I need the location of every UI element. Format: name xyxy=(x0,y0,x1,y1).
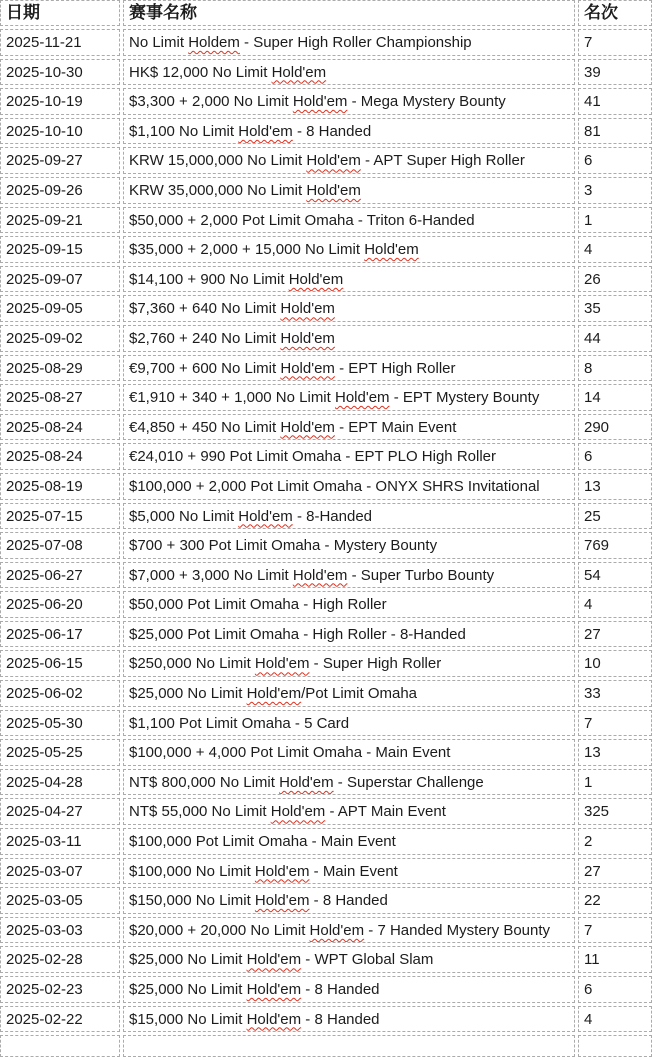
date-cell: 2025-09-05 xyxy=(0,295,120,322)
event-cell xyxy=(123,858,575,885)
date-cell: 2025-04-27 xyxy=(0,798,120,825)
rank-cell: 6 xyxy=(578,976,652,1003)
event-text: $20,000 + 20,000 No Limit xyxy=(129,921,310,939)
date-cell: 2025-07-08 xyxy=(0,532,120,559)
table-row xyxy=(0,443,652,470)
table-row xyxy=(0,798,652,825)
event-cell xyxy=(123,355,575,382)
rank-cell: 2 xyxy=(578,828,652,855)
event-text: $1,100 No Limit xyxy=(129,122,239,140)
date-cell: 2025-03-05 xyxy=(0,887,120,914)
event-text: $100,000 Pot Limit Omaha - Main Event xyxy=(129,833,396,851)
event-text: - Super High Roller xyxy=(309,655,442,673)
date-cell: 2025-10-10 xyxy=(0,118,120,145)
event-cell xyxy=(123,739,575,766)
date-cell: 2025-09-27 xyxy=(0,147,120,174)
table-row xyxy=(0,946,652,973)
date-cell: 2025-08-27 xyxy=(0,384,120,411)
date-cell: 2025-06-15 xyxy=(0,650,120,677)
date-cell: 2025-10-30 xyxy=(0,59,120,86)
event-cell xyxy=(123,887,575,914)
misspelled-word: Hold'em xyxy=(292,566,348,584)
event-text: $100,000 + 4,000 Pot Limit Omaha - Main Event xyxy=(129,744,451,762)
misspelled-word: Hold'em xyxy=(309,921,365,939)
table-row xyxy=(0,325,652,352)
rank-cell: 10 xyxy=(578,650,652,677)
event-text: $100,000 + 2,000 Pot Limit Omaha - ONYX SHRS Invitational xyxy=(129,477,540,495)
rank-cell: 4 xyxy=(578,236,652,263)
date-cell: 2025-06-20 xyxy=(0,591,120,618)
event-text: - APT Main Event xyxy=(325,803,446,821)
event-cell xyxy=(123,473,575,500)
table-row xyxy=(0,207,652,234)
event-text: - Super Turbo Bounty xyxy=(347,566,495,584)
event-cell xyxy=(123,591,575,618)
table-row xyxy=(0,118,652,145)
date-cell: 2025-09-02 xyxy=(0,325,120,352)
rank-cell: 13 xyxy=(578,473,652,500)
misspelled-word: Hold'em xyxy=(306,152,361,170)
table-row xyxy=(0,88,652,115)
rank-cell: 33 xyxy=(578,680,652,707)
column-header-rank: 名次 xyxy=(578,0,652,26)
table-row xyxy=(0,384,652,411)
event-cell xyxy=(123,976,575,1003)
misspelled-word: Holdem xyxy=(188,34,240,51)
rank-cell: 769 xyxy=(578,532,652,559)
event-text: €9,700 + 600 No Limit xyxy=(129,359,281,377)
date-cell: 2025-09-26 xyxy=(0,177,120,204)
event-cell xyxy=(123,29,575,56)
event-text: NT$ 55,000 No Limit xyxy=(129,803,271,821)
event-text: - 8 Handed xyxy=(309,892,388,910)
event-cell xyxy=(123,59,575,86)
date-cell: 2025-05-25 xyxy=(0,739,120,766)
partial-row xyxy=(0,1035,652,1057)
event-text: NT$ 800,000 No Limit xyxy=(129,773,280,791)
misspelled-word: Hold'em xyxy=(271,63,327,81)
date-cell: 2025-02-23 xyxy=(0,976,120,1003)
event-cell xyxy=(123,118,575,145)
rank-cell: 41 xyxy=(578,88,652,115)
rank-cell: 8 xyxy=(578,355,652,382)
partial-cell xyxy=(0,1035,120,1057)
date-cell: 2025-03-11 xyxy=(0,828,120,855)
table-row xyxy=(0,355,652,382)
rank-cell: 39 xyxy=(578,59,652,86)
event-text: $2,760 + 240 No Limit xyxy=(129,329,281,347)
date-cell: 2025-08-24 xyxy=(0,414,120,441)
date-cell: 2025-02-22 xyxy=(0,1006,120,1033)
event-cell xyxy=(123,295,575,322)
date-cell: 2025-08-24 xyxy=(0,443,120,470)
date-cell: 2025-06-27 xyxy=(0,562,120,589)
event-text: $50,000 Pot Limit Omaha - High Roller xyxy=(129,596,387,614)
event-cell xyxy=(123,680,575,707)
event-text: - Super High Roller Championship xyxy=(239,34,472,51)
event-cell xyxy=(123,769,575,796)
misspelled-word: Hold'em xyxy=(254,892,310,910)
event-text: $14,100 + 900 No Limit xyxy=(129,270,289,288)
event-cell xyxy=(123,621,575,648)
misspelled-word: Hold'em xyxy=(334,389,390,407)
event-text: /Pot Limit Omaha xyxy=(301,685,418,703)
misspelled-word: Hold'em xyxy=(288,270,344,288)
event-text: $150,000 No Limit xyxy=(129,892,255,910)
rank-cell: 1 xyxy=(578,769,652,796)
misspelled-word: Hold'em xyxy=(238,122,293,140)
rank-cell: 35 xyxy=(578,295,652,322)
event-text: $25,000 No Limit xyxy=(129,951,247,969)
event-text: - 8 Handed xyxy=(292,122,372,140)
misspelled-word: Hold'em xyxy=(246,1010,302,1028)
event-cell xyxy=(123,443,575,470)
table-row xyxy=(0,503,652,530)
rank-cell: 4 xyxy=(578,1006,652,1033)
event-cell xyxy=(123,503,575,530)
table-row xyxy=(0,1006,652,1033)
table-row xyxy=(0,917,652,944)
rank-cell: 325 xyxy=(578,798,652,825)
date-cell: 2025-04-28 xyxy=(0,769,120,796)
date-cell: 2025-06-02 xyxy=(0,680,120,707)
rank-cell: 4 xyxy=(578,591,652,618)
event-text: - 8 Handed xyxy=(301,981,380,998)
misspelled-word: Hold'em xyxy=(246,981,302,998)
event-text: - EPT Mystery Bounty xyxy=(389,389,540,407)
misspelled-word: Hold'em xyxy=(238,507,293,525)
rank-cell: 14 xyxy=(578,384,652,411)
event-text: $50,000 + 2,000 Pot Limit Omaha - Triton 6-Handed xyxy=(129,211,475,229)
event-text: - APT Super High Roller xyxy=(360,152,525,170)
misspelled-word: Hold'em xyxy=(280,300,335,318)
table-row xyxy=(0,177,652,204)
rank-cell: 6 xyxy=(578,443,652,470)
event-cell xyxy=(123,266,575,293)
event-text: $25,000 No Limit xyxy=(129,981,247,998)
event-text: - 8 Handed xyxy=(301,1010,380,1028)
misspelled-word: Hold'em xyxy=(254,655,310,673)
date-cell: 2025-03-03 xyxy=(0,917,120,944)
table-row xyxy=(0,59,652,86)
event-cell xyxy=(123,562,575,589)
rank-cell: 44 xyxy=(578,325,652,352)
date-cell: 2025-09-21 xyxy=(0,207,120,234)
event-cell xyxy=(123,532,575,559)
rank-cell: 13 xyxy=(578,739,652,766)
table-row xyxy=(0,650,652,677)
misspelled-word: Hold'em xyxy=(246,685,302,703)
date-cell: 2025-10-19 xyxy=(0,88,120,115)
rank-cell: 26 xyxy=(578,266,652,293)
event-text: - Main Event xyxy=(309,862,398,880)
event-text: $250,000 No Limit xyxy=(129,655,255,673)
event-cell xyxy=(123,1006,575,1033)
event-text: $700 + 300 Pot Limit Omaha - Mystery Bounty xyxy=(129,537,438,555)
rank-cell: 7 xyxy=(578,710,652,737)
rank-cell: 7 xyxy=(578,917,652,944)
table-row xyxy=(0,769,652,796)
event-text: $25,000 No Limit xyxy=(129,685,247,703)
event-text: - 8-Handed xyxy=(292,507,373,525)
date-cell: 2025-09-15 xyxy=(0,236,120,263)
misspelled-word: Hold'em xyxy=(279,773,334,791)
table-row xyxy=(0,739,652,766)
event-cell xyxy=(123,177,575,204)
event-cell xyxy=(123,828,575,855)
date-cell: 2025-08-29 xyxy=(0,355,120,382)
event-text: $7,360 + 640 No Limit xyxy=(129,300,281,318)
event-text: No Limit xyxy=(129,34,189,51)
event-text: - Superstar Challenge xyxy=(333,773,484,791)
event-text: $25,000 Pot Limit Omaha - High Roller - 8-Handed xyxy=(129,625,466,643)
date-cell: 2025-06-17 xyxy=(0,621,120,648)
rank-cell: 1 xyxy=(578,207,652,234)
event-text: €24,010 + 990 Pot Limit Omaha - EPT PLO High Roller xyxy=(129,448,496,466)
event-cell xyxy=(123,414,575,441)
event-text: $7,000 + 3,000 No Limit xyxy=(129,566,293,584)
table-row xyxy=(0,236,652,263)
table-row xyxy=(0,29,652,56)
event-cell xyxy=(123,207,575,234)
rank-cell: 27 xyxy=(578,858,652,885)
table-row xyxy=(0,414,652,441)
table-row xyxy=(0,680,652,707)
event-text: - EPT High Roller xyxy=(334,359,456,377)
partial-cell xyxy=(123,1035,575,1057)
event-cell xyxy=(123,384,575,411)
event-text: - 7 Handed Mystery Bounty xyxy=(364,921,551,939)
rank-cell: 25 xyxy=(578,503,652,530)
event-text: KRW 35,000,000 No Limit xyxy=(129,181,307,199)
rank-cell: 27 xyxy=(578,621,652,648)
results-table-body xyxy=(0,29,652,1057)
event-text: $15,000 No Limit xyxy=(129,1010,247,1028)
table-row xyxy=(0,147,652,174)
misspelled-word: Hold'em xyxy=(364,241,419,259)
event-cell xyxy=(123,147,575,174)
event-text: - WPT Global Slam xyxy=(301,951,434,969)
event-text: $35,000 + 2,000 + 15,000 No Limit xyxy=(129,241,365,259)
date-cell: 2025-02-28 xyxy=(0,946,120,973)
misspelled-word: Hold'em xyxy=(280,329,335,347)
misspelled-word: Hold'em xyxy=(254,862,310,880)
misspelled-word: Hold'em xyxy=(292,93,348,111)
rank-cell: 290 xyxy=(578,414,652,441)
event-cell xyxy=(123,236,575,263)
rank-cell: 22 xyxy=(578,887,652,914)
event-cell xyxy=(123,917,575,944)
table-row xyxy=(0,828,652,855)
column-header-date: 日期 xyxy=(0,0,120,26)
date-cell: 2025-09-07 xyxy=(0,266,120,293)
table-row xyxy=(0,562,652,589)
date-cell: 2025-11-21 xyxy=(0,29,120,56)
rank-cell: 3 xyxy=(578,177,652,204)
table-row xyxy=(0,295,652,322)
event-text: KRW 15,000,000 No Limit xyxy=(129,152,307,170)
event-text: - EPT Main Event xyxy=(334,418,457,436)
event-cell xyxy=(123,710,575,737)
event-text: HK$ 12,000 No Limit xyxy=(129,63,272,81)
misspelled-word: Hold'em xyxy=(280,359,335,377)
rank-cell: 54 xyxy=(578,562,652,589)
rank-cell: 7 xyxy=(578,29,652,56)
date-cell: 2025-08-19 xyxy=(0,473,120,500)
table-row xyxy=(0,621,652,648)
date-cell: 2025-03-07 xyxy=(0,858,120,885)
misspelled-word: Hold'em xyxy=(246,951,302,969)
table-row xyxy=(0,266,652,293)
rank-cell: 11 xyxy=(578,946,652,973)
rank-cell: 6 xyxy=(578,147,652,174)
event-text: $5,000 No Limit xyxy=(129,507,239,525)
partial-cell xyxy=(578,1035,652,1057)
misspelled-word: Hold'em xyxy=(280,418,335,436)
date-cell: 2025-05-30 xyxy=(0,710,120,737)
table-row xyxy=(0,858,652,885)
event-text: - Mega Mystery Bounty xyxy=(347,93,506,111)
table-row xyxy=(0,473,652,500)
event-cell xyxy=(123,798,575,825)
event-text: $3,300 + 2,000 No Limit xyxy=(129,93,293,111)
event-text: €4,850 + 450 No Limit xyxy=(129,418,281,436)
event-text: $1,100 Pot Limit Omaha - 5 Card xyxy=(129,714,350,732)
event-text: €1,910 + 340 + 1,000 No Limit xyxy=(129,389,335,407)
misspelled-word: Hold'em xyxy=(306,181,361,199)
table-row xyxy=(0,976,652,1003)
table-row xyxy=(0,532,652,559)
event-text: $100,000 No Limit xyxy=(129,862,255,880)
table-row xyxy=(0,710,652,737)
table-row xyxy=(0,591,652,618)
misspelled-word: Hold'em xyxy=(270,803,326,821)
rank-cell: 81 xyxy=(578,118,652,145)
header-row xyxy=(0,0,652,26)
table-row xyxy=(0,887,652,914)
event-cell xyxy=(123,650,575,677)
event-cell xyxy=(123,325,575,352)
event-cell xyxy=(123,88,575,115)
column-header-event: 赛事名称 xyxy=(123,0,575,26)
date-cell: 2025-07-15 xyxy=(0,503,120,530)
event-cell xyxy=(123,946,575,973)
